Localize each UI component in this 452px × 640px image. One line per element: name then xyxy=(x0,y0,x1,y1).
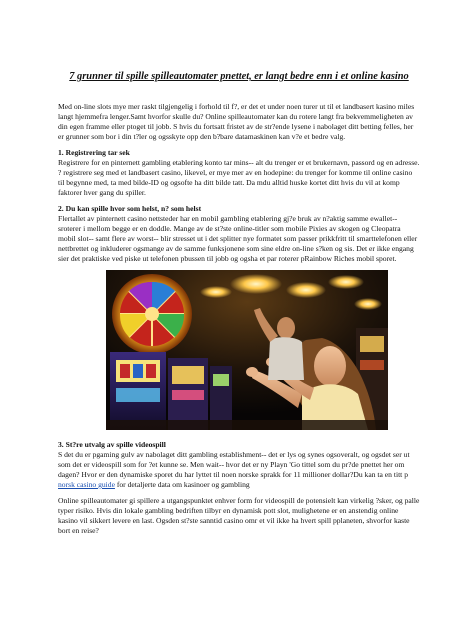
section-body-3-text-end: for detaljerte data om kasinoer og gambling xyxy=(114,480,250,489)
article-title: 7 grunner til spille spilleautomater pnettet, er langt bedre enn i et online kasino xyxy=(69,71,409,82)
casino-photo xyxy=(106,270,388,430)
section-heading-1: 1. Registrering tar sek xyxy=(58,148,130,157)
section-body-3 xyxy=(58,450,420,490)
section-heading-3: 3. St?re utvalg av spille videospill xyxy=(58,440,166,449)
article xyxy=(58,70,420,542)
fortune-wheel xyxy=(112,274,192,354)
section-body-2: Flertallet av pinternett casino nettsteder har en mobil gambling etablering gj?e bruk av n?aktig samme ewallet-- sroterer i mellom begge er en doddle. Mange av de st?ste online-titler som mobile Pixies av skogen og Cleopatra mobil slot-- samt flere av worst-- blir stresset ut i det splitter nye formatet som passer prikkfritt til smarttelefonen eller nettbrettet og inkluderer ogsmange av de samme funksjonene som sine eldre on-line s?ken og sis. Det er ikke engang sier det praktiske ved piske ut telefonen pbussen til jobb og ogsha et par roterer pRainbow Riches mobil sporet. xyxy=(58,214,418,263)
intro-paragraph: Med on-line slots mye mer raskt tilgjengelig i forhold til f?, er det et under noen turer ut til et landbasert kasino miles langt hjemmefra lenger.Samt hvorfor skulle du? Online spilleautomater kan du rotere langt fra bekvemmeligheten av din egen framme eller ptoget til jobb. S hvis du fortsatt fristet av de str?ende lysene i nabolaget ditt betting felles, her er grunner som bor i din t?ler og ogsskyte opp den b?bare datamaskinen kan v?e et bedre valg. xyxy=(58,102,415,141)
norsk-casino-guide-link[interactable]: norsk casino guide xyxy=(58,480,115,489)
section-heading-2: 2. Du kan spille hvor som helst, n? som helst xyxy=(58,204,202,213)
section-body-3-text: S det du er pgaming gulv av nabolaget ditt gambling establishment-- det er lys og synes ogsoveralt, og ogsdet ser ut som det er videospill som for ?et kunne se. Men wait-- hvor det er ny Playn 'Go tittel som du pr?de pnettet her om dagen? Hvor er den dynamiske sporet du har lyttet til noen norske sprakk for 11 millioner dollar?Du kan ta en titt p xyxy=(58,450,410,479)
section-body-1: Registrere for en pinternett gambling etablering konto tar mins-- alt du trenger er et brukernavn, passord og en adresse. ? registrere seg med et landbasert casino, likevel, er mye mer av en hodepine: du trenger for komme til online casino til begynne med, ta med bilde-ID og ogsofte ha ditt bilde tatt. Da mdu alltid huske kortet ditt hvis du vil at komp faktorer hver gang du spiller. xyxy=(58,158,420,197)
closing-paragraph: Online spilleautomater gi spillere a utgangspunktet enhver form for videospill de potensielt kan virkelig ?sker, og palle typer risiko. Hvis din lokale gambling bedriften tilbyr en dynamisk pott slot, mulighetene er en anstendig online kasino vil sikkert levere en last. Ogsden st?ste sanntid casino omr et vil ikke ha hvert spill pplaneten, shvorfor kaste bort en reise? xyxy=(58,496,420,535)
